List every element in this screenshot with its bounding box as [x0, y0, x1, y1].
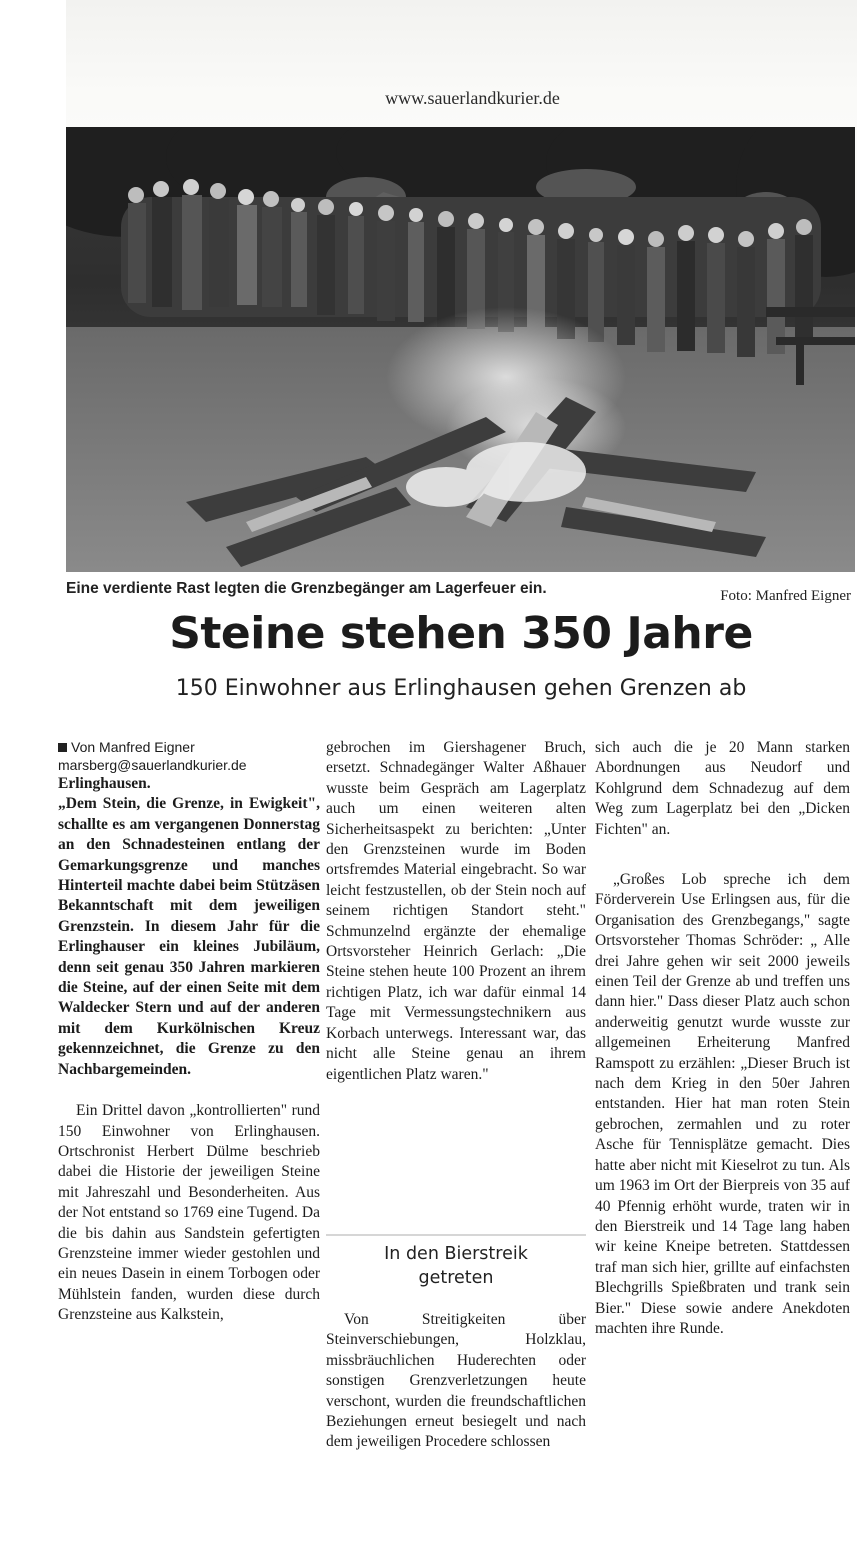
body-paragraph-2-cont	[595, 738, 850, 860]
byline	[58, 738, 320, 756]
article-headline: Steine stehen 350 Jahre	[169, 608, 753, 659]
article-subheadline: 150 Einwohner aus Erlinghausen gehen Grenzen ab	[175, 676, 747, 701]
left-margin	[0, 0, 66, 1559]
byline-email: marsberg@sauerlandkurier.de	[58, 757, 247, 773]
body-paragraph-2-text: Von Streitigkeiten über Steinverschiebungen, Holzklau, missbräuchlichen Huderechten oder sonstigen Grenzverletzungen heute verschont, wurden die freundschaftlichen Beziehungen erneut besiegelt und nach dem jeweiligen Procedere schlossen	[326, 1311, 586, 1451]
header-url: www.sauerlandkurier.de	[385, 88, 560, 108]
photo-caption: Eine verdiente Rast legten die Grenzbegänger am Lagerfeuer ein.	[66, 580, 547, 597]
interheadline-line-2: getreten	[418, 1268, 494, 1288]
body-paragraph-2-continuation: sich auch die je 20 Mann starken Abordnungen aus Neudorf und Kohlgrund dem Schnadezug auf dem Weg zum Lagerplatz bei den „Dicken Fichten" an.	[595, 739, 850, 838]
column-1	[58, 738, 320, 1421]
lead-paragraph: „Dem Stein, die Grenze, in Ewigkeit", schallte es am vergangenen Donnerstag an den Schnadesteinen entlang der Gemarkungsgrenze und manches Hinterteil machte dabei beim Stützäsen Bekanntschaft mit dem jeweiligen Grenzstein. In diesem Jahr für die Erlinghauser ein kleines Jubiläum, denn seit genau 350 Jahren markieren die Steine, auf der einen Seite mit dem Waldecker Stern und auf der anderen mit dem Kurkölnischen Kreuz gekennzeichnet, die Grenze zu den Nachbargemeinden.	[58, 795, 320, 1078]
body-paragraph-2	[326, 1310, 586, 1494]
body-paragraph-1: Ein Drittel davon „kontrollierten" rund 150 Einwohner von Erlinghausen. Ortschronist Herbert Dülme beschrieb dabei die Historie der jeweiligen Steine mit Jahreszahl und Besonderheiten. Aus der Not entstand so 1769 eine Tugend. Da die bis dahin aus Sandstein gefertigten Grenzsteine immer wieder gestohlen und ein neues Dasein in einem Torbogen oder Mühlstein fanden, wurden diese durch Grenzsteine aus Kalkstein,	[58, 1102, 320, 1324]
photo-credit: Foto: Manfred Eigner	[720, 588, 851, 604]
column-3	[595, 738, 850, 1550]
byline-square-icon	[58, 743, 67, 752]
body-paragraph-1-cont	[326, 738, 586, 1222]
paragraph-gap	[595, 860, 850, 870]
column-2	[326, 738, 586, 1494]
dateline: Erlinghausen.	[58, 775, 151, 792]
body-paragraph-3: „Großes Lob spreche ich dem Förderverein Use Erlingsen aus, für die Organisation des Grenzbegangs," sagte Ortsvorsteher Thomas Schröder: „ Alle drei Jahre gehen wir seit 2000 jeweils einen Teil der Grenze ab und treffen uns dann hier." Dass dieser Platz auch schon anderweitig genutzt wurde wusste zur allgemeinen Erheiterung Manfred Ramspott zu erzählen: „Dieser Bruch ist nach dem Krieg in den 50er Jahren entstanden. Hier hat man roten Stein gebrochen, zermahlen und zu roter Asche für Tennisplätze gemacht. Dies hatte aber nicht mit Kieselrot zu tun. Als um 1963 im Ort der Bierpreis von 35 auf 40 Pfennig erhöht wurde, traten wir in den Bierstreik und 14 Tage lang haben wir keine Kneipe betreten. Stattdessen traf man sich hier, grillte auf einfachsten Blechgrills Spießbraten und trank sein Bier." Diese sowie andere Anekdoten machten ihre Runde.	[595, 871, 850, 1337]
photo-caption-bar	[66, 574, 855, 610]
byline-author: Von Manfred Eigner	[71, 739, 195, 755]
paragraph-gap	[58, 1080, 320, 1101]
body-paragraph-1-continuation: gebrochen im Giershagener Bruch, ersetzt. Schnadegänger Walter Aßhauer wusste beim Gespräch am Lagerplatz auch um einen weiteren alten Sicherheitsaspekt zu berichten: „Unter den Grenzsteinen wurde im Boden ortsfremdes Material eingebracht. So war leicht festzustellen, ob der Stein noch auf seinem richtigen Standort steht." Schmunzelnd ergänzte der ehemalige Ortsvorsteher Heinrich Gerlach: „Die Steine stehen heute 100 Prozent an ihrem richtigen Platz, ich war dafür einmal 14 Tage mit Vermessungstechnikern aus Korbach unterwegs. Interessant war, das nicht alle Steine genau an ihrem eigentlichen Platz waren."	[326, 739, 586, 1083]
interheadline-line-1: In den Bierstreik	[384, 1244, 528, 1264]
campfire-group-photo	[66, 127, 855, 572]
interheadline	[326, 1234, 586, 1296]
